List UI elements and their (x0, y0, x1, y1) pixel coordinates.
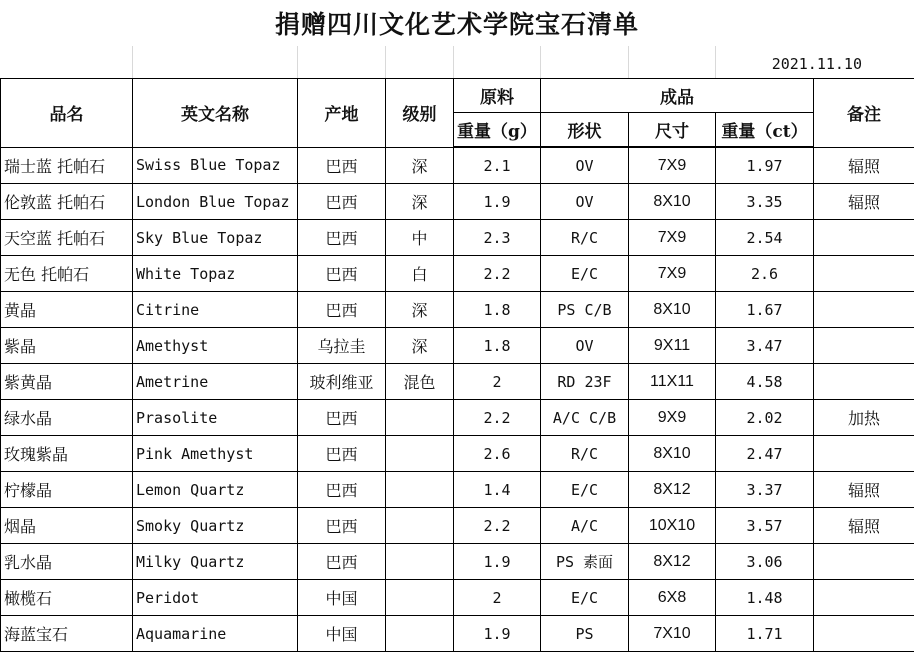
cell-shape: OV (541, 328, 629, 364)
grid-line (540, 46, 541, 78)
cell-note (814, 364, 914, 400)
cell-english: Prasolite (133, 400, 298, 436)
cell-note (814, 328, 914, 364)
table-row (1, 256, 914, 292)
header-finished-weight: 重量（ct） (716, 113, 814, 148)
cell-english: Aquamarine (133, 616, 298, 652)
table-row (1, 220, 914, 256)
cell-finished-weight: 2.54 (716, 220, 814, 256)
header-raw: 原料 (454, 79, 541, 113)
table-row (1, 292, 914, 328)
header-shape: 形状 (541, 113, 629, 148)
cell-note: 辐照 (814, 147, 914, 184)
cell-size: 7X10 (629, 616, 716, 652)
cell-finished-weight: 1.67 (716, 292, 814, 328)
cell-raw-weight: 2.3 (454, 220, 541, 256)
grid-line (132, 46, 133, 78)
cell-raw-weight: 2.2 (454, 400, 541, 436)
table-body (1, 147, 914, 652)
cell-raw-weight: 2.1 (454, 147, 541, 184)
cell-name: 绿水晶 (1, 400, 133, 436)
cell-note (814, 256, 914, 292)
cell-english: Sky Blue Topaz (133, 220, 298, 256)
cell-origin: 中国 (298, 580, 386, 616)
cell-grade (386, 508, 454, 544)
cell-shape: OV (541, 184, 629, 220)
cell-raw-weight: 1.9 (454, 184, 541, 220)
cell-english: Citrine (133, 292, 298, 328)
header-finished: 成品 (541, 79, 814, 113)
cell-grade: 深 (386, 184, 454, 220)
cell-raw-weight: 2 (454, 364, 541, 400)
cell-note: 加热 (814, 400, 914, 436)
table-row (1, 147, 914, 184)
cell-finished-weight: 1.97 (716, 147, 814, 184)
cell-name: 伦敦蓝 托帕石 (1, 184, 133, 220)
cell-shape: PS 素面 (541, 544, 629, 580)
cell-name: 天空蓝 托帕石 (1, 220, 133, 256)
cell-name: 玫瑰紫晶 (1, 436, 133, 472)
cell-grade: 深 (386, 292, 454, 328)
cell-origin: 巴西 (298, 436, 386, 472)
cell-size: 8X10 (629, 292, 716, 328)
cell-grade (386, 472, 454, 508)
cell-finished-weight: 4.58 (716, 364, 814, 400)
header-grade: 级别 (386, 79, 454, 148)
cell-shape: RD 23F (541, 364, 629, 400)
cell-raw-weight: 2.2 (454, 256, 541, 292)
cell-grade: 白 (386, 256, 454, 292)
cell-raw-weight: 1.8 (454, 328, 541, 364)
cell-size: 8X12 (629, 472, 716, 508)
cell-finished-weight: 3.35 (716, 184, 814, 220)
cell-grade (386, 580, 454, 616)
cell-origin: 巴西 (298, 400, 386, 436)
cell-finished-weight: 3.57 (716, 508, 814, 544)
cell-note (814, 436, 914, 472)
cell-english: White Topaz (133, 256, 298, 292)
cell-name: 黄晶 (1, 292, 133, 328)
cell-size: 8X10 (629, 436, 716, 472)
cell-origin: 巴西 (298, 292, 386, 328)
cell-finished-weight: 3.37 (716, 472, 814, 508)
cell-origin: 巴西 (298, 544, 386, 580)
cell-name: 海蓝宝石 (1, 616, 133, 652)
cell-grade: 中 (386, 220, 454, 256)
gem-table (0, 78, 914, 652)
cell-size: 9X11 (629, 328, 716, 364)
cell-english: Smoky Quartz (133, 508, 298, 544)
table-row (1, 508, 914, 544)
table-row (1, 184, 914, 220)
grid-line (715, 46, 716, 78)
cell-origin: 巴西 (298, 220, 386, 256)
cell-note (814, 544, 914, 580)
cell-finished-weight: 1.48 (716, 580, 814, 616)
cell-grade (386, 400, 454, 436)
cell-raw-weight: 2 (454, 580, 541, 616)
cell-grade (386, 436, 454, 472)
cell-raw-weight: 2.6 (454, 436, 541, 472)
header-english: 英文名称 (133, 79, 298, 148)
cell-note: 辐照 (814, 184, 914, 220)
cell-grade (386, 544, 454, 580)
cell-shape: R/C (541, 220, 629, 256)
cell-size: 6X8 (629, 580, 716, 616)
cell-origin: 巴西 (298, 147, 386, 184)
cell-size: 7X9 (629, 220, 716, 256)
cell-english: Swiss Blue Topaz (133, 147, 298, 184)
cell-grade (386, 616, 454, 652)
cell-grade: 深 (386, 147, 454, 184)
cell-finished-weight: 3.47 (716, 328, 814, 364)
cell-english: London Blue Topaz (133, 184, 298, 220)
cell-name: 无色 托帕石 (1, 256, 133, 292)
cell-note (814, 580, 914, 616)
cell-shape: R/C (541, 436, 629, 472)
cell-finished-weight: 1.71 (716, 616, 814, 652)
cell-name: 紫黄晶 (1, 364, 133, 400)
table-row (1, 544, 914, 580)
cell-origin: 巴西 (298, 472, 386, 508)
cell-english: Pink Amethyst (133, 436, 298, 472)
grid-line (453, 46, 454, 78)
cell-raw-weight: 1.4 (454, 472, 541, 508)
cell-english: Milky Quartz (133, 544, 298, 580)
cell-finished-weight: 2.6 (716, 256, 814, 292)
cell-english: Ametrine (133, 364, 298, 400)
cell-note: 辐照 (814, 472, 914, 508)
table-row (1, 400, 914, 436)
cell-origin: 玻利维亚 (298, 364, 386, 400)
grid-line (628, 46, 629, 78)
table-row (1, 616, 914, 652)
header-note: 备注 (814, 79, 914, 148)
cell-size: 9X9 (629, 400, 716, 436)
cell-size: 8X12 (629, 544, 716, 580)
cell-english: Lemon Quartz (133, 472, 298, 508)
cell-origin: 巴西 (298, 508, 386, 544)
table-row (1, 472, 914, 508)
cell-finished-weight: 3.06 (716, 544, 814, 580)
cell-size: 8X10 (629, 184, 716, 220)
document-title: 捐赠四川文化艺术学院宝石清单 (0, 0, 914, 46)
cell-name: 瑞士蓝 托帕石 (1, 147, 133, 184)
cell-english: Peridot (133, 580, 298, 616)
table-row (1, 328, 914, 364)
cell-raw-weight: 1.9 (454, 544, 541, 580)
cell-grade: 深 (386, 328, 454, 364)
cell-origin: 巴西 (298, 184, 386, 220)
cell-origin: 乌拉圭 (298, 328, 386, 364)
cell-origin: 中国 (298, 616, 386, 652)
cell-origin: 巴西 (298, 256, 386, 292)
table-row (1, 580, 914, 616)
cell-name: 柠檬晶 (1, 472, 133, 508)
header-name: 品名 (1, 79, 133, 148)
grid-line (297, 46, 298, 78)
cell-finished-weight: 2.02 (716, 400, 814, 436)
cell-size: 7X9 (629, 147, 716, 184)
cell-grade: 混色 (386, 364, 454, 400)
cell-size: 11X11 (629, 364, 716, 400)
date-label: 2021.11.10 (772, 46, 862, 78)
cell-shape: E/C (541, 256, 629, 292)
cell-note (814, 220, 914, 256)
header-raw-weight: 重量（g） (454, 113, 541, 148)
cell-note (814, 292, 914, 328)
cell-shape: PS C/B (541, 292, 629, 328)
cell-shape: E/C (541, 472, 629, 508)
cell-raw-weight: 1.8 (454, 292, 541, 328)
cell-name: 紫晶 (1, 328, 133, 364)
cell-shape: PS (541, 616, 629, 652)
cell-shape: A/C (541, 508, 629, 544)
cell-name: 橄榄石 (1, 580, 133, 616)
cell-raw-weight: 2.2 (454, 508, 541, 544)
cell-size: 7X9 (629, 256, 716, 292)
cell-shape: A/C C/B (541, 400, 629, 436)
cell-name: 乳水晶 (1, 544, 133, 580)
cell-note (814, 616, 914, 652)
cell-shape: E/C (541, 580, 629, 616)
header-size: 尺寸 (629, 113, 716, 148)
cell-note: 辐照 (814, 508, 914, 544)
cell-shape: OV (541, 147, 629, 184)
cell-finished-weight: 2.47 (716, 436, 814, 472)
table-row (1, 436, 914, 472)
cell-english: Amethyst (133, 328, 298, 364)
date-row (0, 46, 914, 78)
cell-name: 烟晶 (1, 508, 133, 544)
cell-raw-weight: 1.9 (454, 616, 541, 652)
grid-line (385, 46, 386, 78)
header-origin: 产地 (298, 79, 386, 148)
table-row (1, 364, 914, 400)
cell-size: 10X10 (629, 508, 716, 544)
